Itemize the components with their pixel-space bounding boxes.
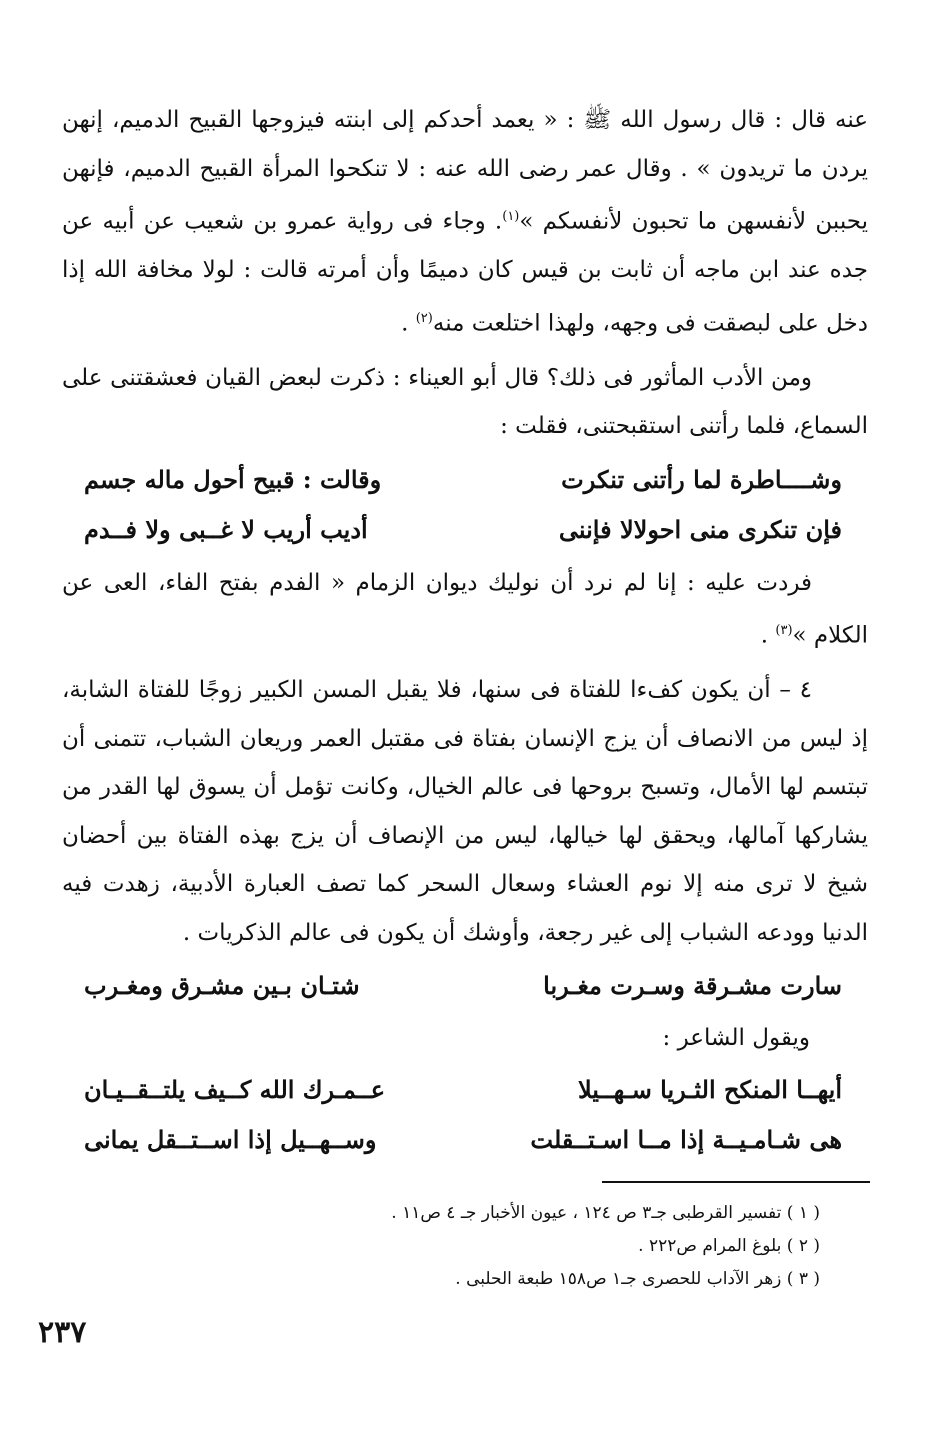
footnotes <box>200 1197 820 1296</box>
verse-group-1 <box>62 455 868 555</box>
verse-second-hemistich: عــمـرك الله كــيف يلتــقــيـان <box>84 1075 386 1105</box>
footnote-ref-3: (٣) <box>775 623 793 639</box>
verse-second-hemistich: شتـان بـين مشـرق ومغـرب <box>84 971 360 1001</box>
paragraph-3-text: فردت عليه : إنا لم نرد أن نوليك ديوان الزمام « الفدم بفتح الفاء، العى عن الكلام » <box>62 569 868 649</box>
verse-first-hemistich: وشــــاطرة لما رأتنى تنكرت <box>561 464 842 494</box>
page-number: ٢٣٧ <box>38 1315 87 1350</box>
footnote-ref-1: (١) <box>502 209 520 224</box>
verse-line <box>62 505 868 555</box>
verse-first-hemistich: هى شـامـيــة إذا مــا اسـتــقلت <box>530 1125 842 1155</box>
verse-line <box>62 455 868 505</box>
verse-first-hemistich: فإن تنكرى منى احولالا فإننى <box>558 514 842 544</box>
verse-group-3 <box>62 1065 868 1165</box>
paragraph-1-end: . <box>401 310 416 337</box>
verse-second-hemistich: أديب أريب لا غــبى ولا فــدم <box>84 514 368 544</box>
paragraph-1 <box>62 96 868 348</box>
verse-first-hemistich: سارت مشـرقة وسـرت مغـربا <box>543 971 842 1001</box>
paragraph-2: ومن الأدب المأثور فى ذلك؟ قال أبو العيناء : ذكرت لبعض القيان فعشقتنى على السماع، فلما رأتنى استقبحتنى، فقلت : <box>62 364 868 440</box>
footnote-divider <box>602 1181 870 1183</box>
verse-line <box>62 1065 868 1115</box>
footnote-ref-2: (٢) <box>415 310 433 326</box>
paragraph-1-continued: . وجاء فى رواية عمرو بن شعيب عن أبيه عن جده عند ابن ماجه أن ثابت بن قيس كان دميمًا وأن أمرته قالت : لولا مخافة الله إذا دخل على لبصقت فى وجهه، ولهذا اختلعت منه <box>62 208 868 337</box>
footnote-2: ( ٢ ) بلوغ المرام ص٢٢٢ . <box>638 1236 820 1256</box>
verse-second-hemistich: وســهــيل إذا اســتــقل يمانى <box>84 1125 377 1155</box>
footnote-1: ( ١ ) تفسير القرطبى جـ٣ ص ١٢٤ ، عيون الأخبار جـ ٤ ص١١ . <box>391 1203 820 1223</box>
verse-line <box>62 961 868 1011</box>
main-text <box>62 96 868 1169</box>
footnote-3: ( ٣ ) زهر الآداب للحصرى جـ١ ص١٥٨ طبعة الحلبى . <box>455 1269 820 1289</box>
paragraph-5: ويقول الشاعر : <box>662 1025 810 1052</box>
verse-line <box>62 1115 868 1165</box>
paragraph-3 <box>62 559 868 661</box>
verse-second-hemistich: وقالت : قبيح أحول ماله جسم <box>84 464 382 494</box>
paragraph-1-text: عنه قال : قال رسول الله ﷺ : « يعمد أحدكم إلى ابنته فيزوجها القبيح الدميم، إنهن يردن ما تريدون » . وقال عمر رضى الله عنه : لا تنكحوا المرأة القبيح الدميم، فإنهن يحببن لأنفسهن ما تحبون لأنفسكم » <box>62 107 869 235</box>
verse-first-hemistich: أيهــا المنكح الثـريا سـهــيلا <box>577 1075 842 1105</box>
verse-group-2 <box>62 961 868 1011</box>
paragraph-3-end: . <box>760 622 776 649</box>
paragraph-4: ٤ – أن يكون كفءا للفتاة فى سنها، فلا يقبل المسن الكبير زوجًا للفتاة الشابة، إذ ليس من الانصاف أن يزج الإنسان بفتاة فى مقتبل العمر وريعان الشباب، تتمنى أن تبتسم لها الأمال، وتسبح بروحها فى عالم الخيال، وكانت تؤمل أن يسوق لها القدر من يشاركها آمالها، ويحقق لها خيالها، ليس من الإنصاف أن يزج بهذه الفتاة بين أحضان شيخ لا ترى منه إلا نوم العشاء وسعال السحر كما تصف العبارة الأدبية، زهدت فيه الدنيا وودعه الشباب إلى غير رجعة، وأوشك أن يكون فى عالم الذكريات . <box>62 677 868 946</box>
